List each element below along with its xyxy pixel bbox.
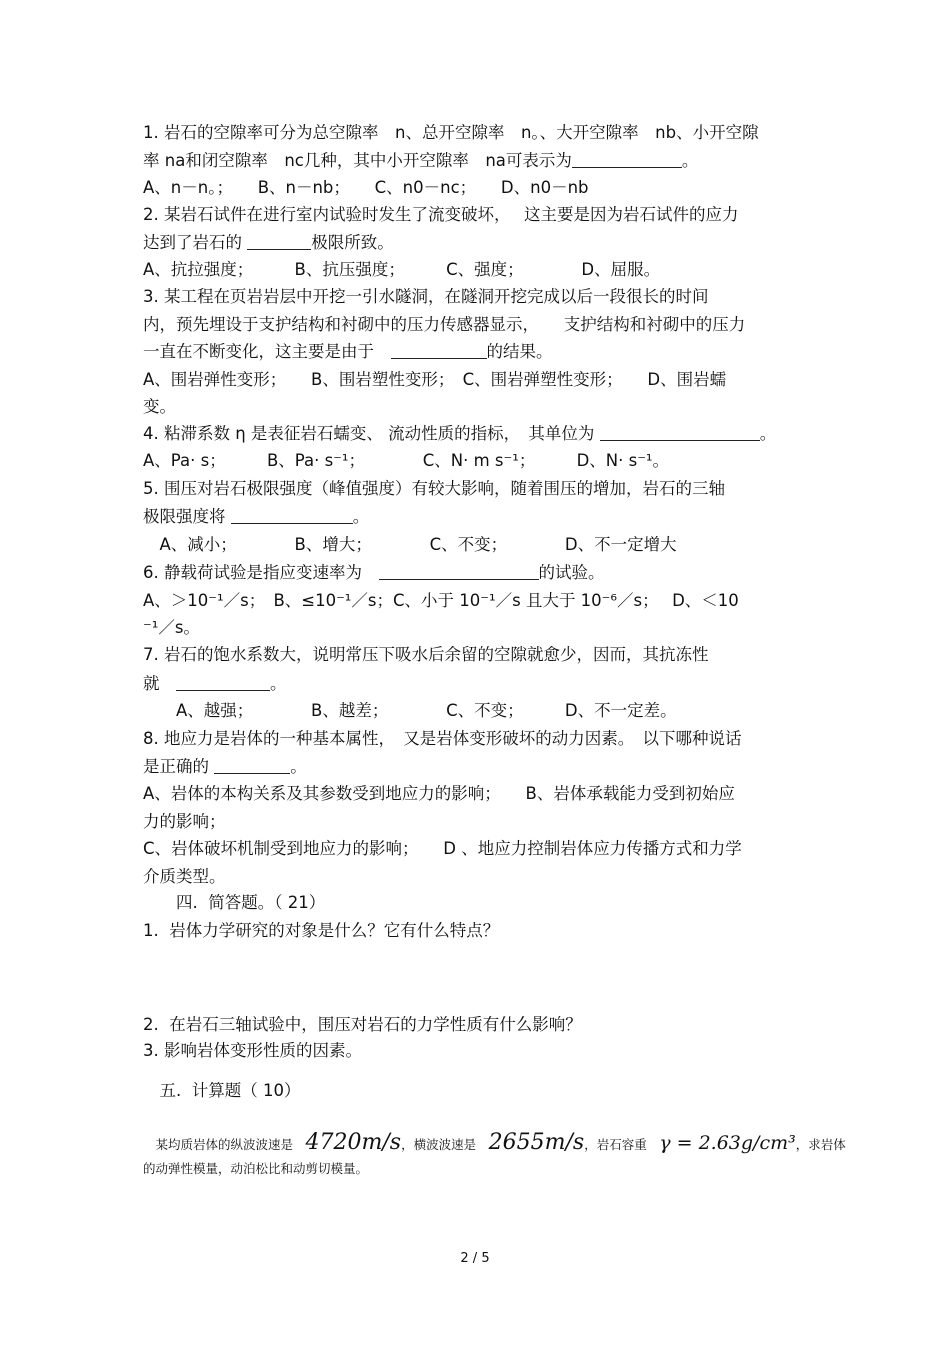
page-number: 2 / 5 <box>460 1251 490 1266</box>
q6-answer-blank <box>379 563 539 580</box>
q2-line2-text: 达到了岩石的 <box>143 233 242 252</box>
q3-line3-text: 一直在不断变化，这主要是由于 <box>143 342 374 361</box>
q1-line1: 1. 岩石的空隙率可分为总空隙率 n、总开空隙率 n。、大开空隙率 nb、小开空隙 <box>143 123 759 142</box>
q7-line1: 7. 岩石的饱水系数大，说明常压下吸水后余留的空隙就愈少，因而，其抗冻性 <box>143 645 709 664</box>
section5-problem-line2: 的动弹性模量，动泊松比和动剪切模量。 <box>143 1161 369 1176</box>
q6-line1-end: 的试验。 <box>538 563 605 582</box>
q6-line1-text: 6. 静载荷试验是指应变速率为 <box>143 563 362 582</box>
q1-line2 <box>143 150 698 172</box>
q5-line2-end: 。 <box>352 507 370 526</box>
q2-line1: 2. 某岩石试件在进行室内试验时发生了流变破坏， 这主要是因为岩石试件的应力 <box>143 205 739 224</box>
q5-line2 <box>143 506 369 528</box>
q8-option-c-cont: 介质类型。 <box>143 867 226 886</box>
q8-option-a: A、岩体的本构关系及其参数受到地应力的影响； B、岩体承载能力受到初始应 <box>143 784 735 803</box>
q5-line2-text: 极限强度将 <box>143 507 226 526</box>
section4-q3: 3. 影响岩体变形性质的因素。 <box>143 1041 362 1060</box>
q7-line2 <box>143 673 287 695</box>
q3-line2: 内，预先埋设于支护结构和衬砌中的压力传感器显示， 支护结构和衬砌中的压力 <box>143 315 746 334</box>
q4-answer-blank <box>600 424 760 441</box>
q4-line1-text: 4. 粘滞系数 η 是表征岩石蠕变、 流动性质的指标， 其单位为 <box>143 424 595 443</box>
q2-answer-blank <box>247 233 311 250</box>
q6-options-1: A、＞10⁻¹／s； B、≤10⁻¹／s；C、小于 10⁻¹／s 且大于 10⁻⁶／s； D、＜10 <box>143 591 739 610</box>
q3-line3 <box>143 341 553 363</box>
q2-options: A、抗拉强度； B、抗压强度； C、强度； D、屈服。 <box>143 260 661 279</box>
q8-line2 <box>143 756 307 778</box>
q3-options-1: A、围岩弹性变形； B、围岩塑性变形； C、围岩弹塑性变形； D、围岩蠕 <box>143 370 727 389</box>
q1-options: A、n－n。； B、n－nb； C、n0－nc； D、n0－nb <box>143 178 589 197</box>
section5-problem-line1 <box>143 1128 846 1160</box>
q2-line2-end: 极限所致。 <box>311 233 394 252</box>
rock-unit-weight: γ = 2.63g/cm³ <box>659 1132 796 1154</box>
q8-option-a-cont: 力的影响； <box>143 812 226 831</box>
q3-answer-blank <box>391 342 487 359</box>
q1-answer-blank <box>572 151 682 168</box>
q7-answer-blank <box>176 674 270 691</box>
q8-line2-end: 。 <box>290 757 307 776</box>
q7-options: A、越强； B、越差； C、不变； D、不一定差。 <box>143 701 677 720</box>
q5-answer-blank <box>231 507 353 524</box>
q8-answer-blank <box>214 757 290 774</box>
p-wave-velocity: 4720m/s <box>305 1130 402 1155</box>
q4-line1-end: 。 <box>759 424 777 443</box>
section4-q2: 2. 在岩石三轴试验中，围压对岩石的力学性质有什么影响？ <box>143 1015 582 1034</box>
problem-text-mid1: ，横波波速是 <box>401 1137 477 1152</box>
q5-line1: 5. 围压对岩石极限强度（峰值强度）有较大影响，随着围压的增加，岩石的三轴 <box>143 479 725 498</box>
q6-options-2: ⁻¹／s。 <box>143 618 200 637</box>
q3-line3-end: 的结果。 <box>486 342 553 361</box>
problem-text-mid2: ，岩石容重 <box>584 1137 647 1152</box>
q1-line2-text: 率 na和闭空隙率 nc几种，其中小开空隙率 na可表示为 <box>143 151 572 170</box>
q5-options: A、减小； B、增大； C、不变； D、不一定增大 <box>143 535 677 554</box>
q3-line1: 3. 某工程在页岩岩层中开挖一引水隧洞，在隧洞开挖完成以后一段很长的时间 <box>143 287 709 306</box>
q7-line2-end: 。 <box>270 674 287 693</box>
q7-line2-text: 就 <box>143 674 160 693</box>
q8-option-c: C、岩体破坏机制受到地应力的影响； D 、地应力控制岩体应力传播方式和力学 <box>143 839 742 858</box>
s-wave-velocity: 2655m/s <box>488 1130 585 1155</box>
q6-line1 <box>143 562 605 584</box>
q4-options: A、Pa· s； B、Pa· s⁻¹； C、N· m s⁻¹； D、N· s⁻¹。 <box>143 451 670 470</box>
q3-options-2: 变。 <box>143 397 176 416</box>
section4-q1: 1. 岩体力学研究的对象是什么？它有什么特点？ <box>143 921 500 940</box>
q8-line1: 8. 地应力是岩体的一种基本属性， 又是岩体变形破坏的动力因素。 以下哪种说话 <box>143 729 742 748</box>
problem-text-start: 某均质岩体的纵波波速是 <box>143 1137 294 1152</box>
section4-title: 四. 简答题。（ 21） <box>143 893 326 912</box>
q4-line1 <box>143 423 776 445</box>
q2-line2 <box>143 232 394 254</box>
section5-title: 五. 计算题（ 10） <box>143 1081 301 1100</box>
q1-line2-end: 。 <box>681 151 699 170</box>
q8-line2-text: 是正确的 <box>143 757 209 776</box>
problem-text-end: ，求岩体 <box>795 1137 846 1152</box>
